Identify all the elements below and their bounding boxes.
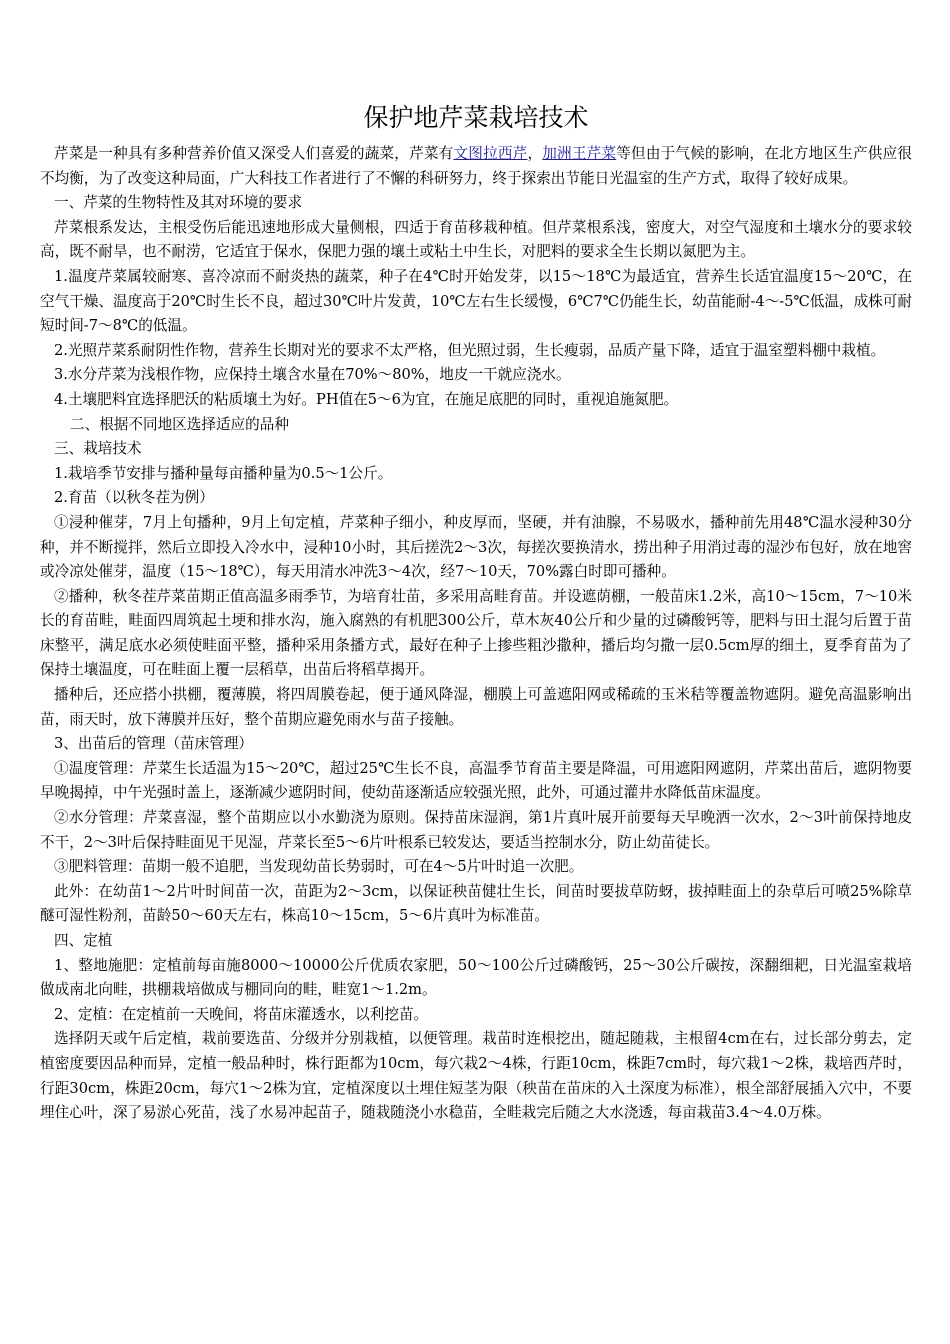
paragraph-planting: 选择阴天或午后定植，栽前要选苗、分级并分别栽植，以便管理。栽苗时连根挖出，随起随栽，主根留4cm在右，过长部分剪去，定植密度要因品种而异，定植一般品种时，株行距都为10cm，每穴栽2～4株，行距10cm，株距7cm时，每穴栽1～2株，栽培西芹时，行距30cm，株距20cm，每穴1～2株为宜，定植深度以土埋住短茎为限（秧苗在苗床的入土深度为标准），根全部舒展插入穴中，不要埋住心叶，深了易淤心死苗，浅了水易冲起苗子，随栽随浇小水稳苗，全畦栽完后随之大水浇透，每亩栽苗3.4～4.0万株。 xyxy=(40,1030,912,1122)
paragraph-seedling-heading: 2.育苗（以秋冬茬为例） xyxy=(54,489,214,507)
paragraph-fertilizer-management: ③肥料管理：苗期一般不追肥，当发现幼苗长势弱时，可在4～5片叶时追一次肥。 xyxy=(54,858,584,876)
paragraph-management-heading: 3、出苗后的管理（苗床管理） xyxy=(54,735,254,753)
section-heading-1: 一、芹菜的生物特性及其对环境的要求 xyxy=(54,194,303,212)
intro-text-after: 等但由于气候的影响，在北方地区生产供应很不均衡，为了改变这种局面，广大科技工作者进行了不懈的科研努力，终于探索出节能日光温室的生产方式，取得了较好成果。 xyxy=(40,145,912,187)
paragraph-thinning: 此外：在幼苗1～2片叶时间苗一次，苗距为2～3cm，以保证秧苗健壮生长，间苗时要拔草防蚜，拔掉畦面上的杂草后可喷25%除草醚可湿性粉剂，苗龄50～60天左右，株高10～15cm，5～6片真叶为标准苗。 xyxy=(40,882,912,925)
intro-text-before: 芹菜是一种具有多种营养价值又深受人们喜爱的蔬菜，芹菜有 xyxy=(54,145,454,162)
link-jiazhouwangqincai[interactable]: 加洲王芹菜 xyxy=(542,145,617,162)
paragraph-after-sowing: 播种后，还应搭小拱棚，覆薄膜，将四周膜卷起，便于通风降湿，棚膜上可盖遮阳网或稀疏的玉米秸等覆盖物遮阴。避免高温影响出苗，雨天时，放下薄膜并压好，整个苗期应避免雨水与苗子接触。 xyxy=(40,686,912,728)
intro-paragraph xyxy=(40,142,912,191)
paragraph-water-management: ②水分管理：芹菜喜湿，整个苗期应以小水勤浇为原则。保持苗床湿润，第1片真叶展开前要每天早晚洒一次水，2～3叶前保持地皮不干，2～3叶后保持畦面见干见湿，芹菜长至5～6片叶根系已较发达，要适当控制水分，防止幼苗徒长。 xyxy=(40,809,912,851)
section-heading-4: 四、定植 xyxy=(54,932,113,949)
section-heading-3: 三、栽培技术 xyxy=(54,440,142,458)
paragraph-soil: 4.土壤肥料宜选择肥沃的粘质壤土为好。PH值在5～6为宜，在施足底肥的同时，重视追施氮肥。 xyxy=(54,390,679,408)
page-title: 保护地芹菜栽培技术 xyxy=(363,103,589,132)
paragraph-light: 2.光照芹菜系耐阴性作物，营养生长期对光的要求不太严格，但光照过弱，生长瘦弱，品质产量下降，适宜于温室塑料棚中栽植。 xyxy=(54,341,886,359)
paragraph-root-system: 芹菜根系发达，主根受伤后能迅速地形成大量侧根，四适于育苗移栽种植。但芹菜根系浅，密度大，对空气湿度和土壤水分的要求较高，既不耐旱，也不耐涝，它适宜于保水，保肥力强的壤土或粘土中生长，对肥料的要求全生长期以氮肥为主。 xyxy=(40,218,912,261)
paragraph-planting-prep: 2、定植：在定植前一天晚间，将苗床灌透水，以利挖苗。 xyxy=(54,1005,429,1023)
document-page xyxy=(40,98,912,1126)
link-wentulaxiqin[interactable]: 文图拉西芹 xyxy=(453,145,528,162)
paragraph-temperature: 1.温度芹菜属较耐寒、喜冷凉而不耐炎热的蔬菜，种子在4℃时开始发芽，以15～18℃为最适宜，营养生长适宜温度15～20℃，在空气干燥、温度高于20℃时生长不良，超过30℃叶片发黄，10℃左右生长缓慢，6℃7℃仍能生长，幼苗能耐-4～-5℃低温，成株可耐短时间-7～8℃的低温。 xyxy=(40,267,912,335)
paragraph-temperature-management: ①温度管理：芹菜生长适温为15～20℃，超过25℃生长不良，高温季节育苗主要是降温，可用遮阳网遮阴，芹菜出苗后，遮阴物要早晚揭掉，中午光强时盖上，逐渐减少遮阴时间，使幼苗逐渐适应较强光照，此外，可通过灌井水降低苗床温度。 xyxy=(40,759,912,802)
paragraph-water: 3.水分芹菜为浅根作物，应保持土壤含水量在70%～80%，地皮一干就应浇水。 xyxy=(54,366,571,384)
paragraph-soaking: ①浸种催芽，7月上旬播种，9月上旬定植，芹菜种子细小，种皮厚而，坚硬，并有油腺，不易吸水，播种前先用48℃温水浸种30分种，并不断搅拌，然后立即投入冷水中，浸种10小时，其后搓洗2～3次，每搓次要换清水，捞出种子用消过毒的湿沙布包好，放在地窖或冷凉处催芽，温度（15～18℃），每天用清水冲洗3～4次，经7～10天，70%露白时即可播种。 xyxy=(40,513,912,581)
paragraph-sowing: ②播种，秋冬茬芹菜苗期正值高温多雨季节，为培育壮苗，多采用高畦育苗。并设遮荫棚，一般苗床1.2米，高10～15cm，7～10米长的育苗畦，畦面四周筑起土埂和排水沟，施入腐熟的有机肥300公斤，草木灰40公斤和少量的过磷酸钙等，肥料与田土混匀后置于苗床整平，满足底水必须使畦面平整，播种采用条播方式，最好在种子上掺些粗沙撒种，播后均匀撒一层0.5cm厚的细土，夏季育苗为了保持土壤温度，可在畦面上覆一层稻草，出苗后将稻草揭开。 xyxy=(40,587,912,679)
intro-separator: ， xyxy=(527,145,543,162)
paragraph-land-prep: 1、整地施肥：定植前每亩施8000～10000公斤优质农家肥，50～100公斤过磷酸钙，25～30公斤碳按，深翻细耙，日光温室栽培做成南北向畦，拱棚栽培做成与棚同向的畦，畦宽1～1.2m。 xyxy=(40,956,912,999)
paragraph-season: 1.栽培季节安排与播种量每亩播种量为0.5～1公斤。 xyxy=(54,464,393,482)
section-heading-2: 二、根据不同地区选择适应的品种 xyxy=(70,415,289,433)
